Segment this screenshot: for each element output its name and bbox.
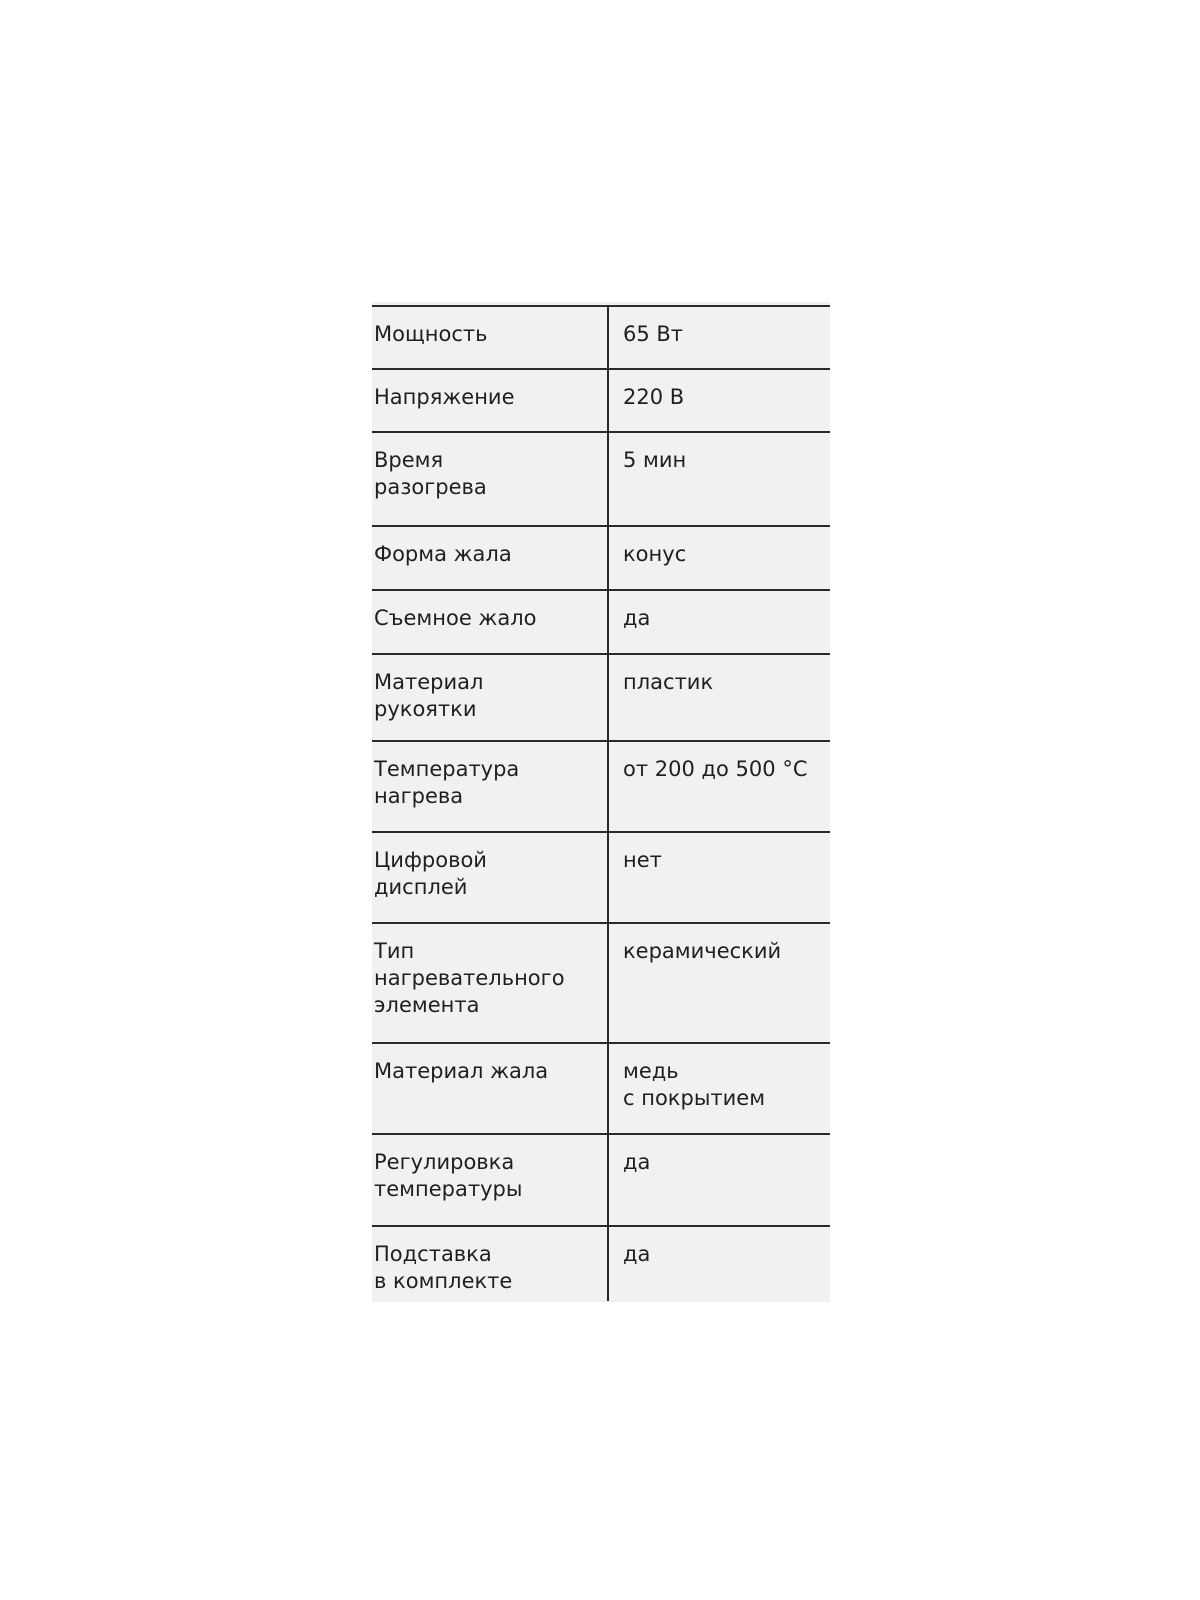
spec-label-text: Напряжение [374, 385, 515, 409]
spec-label-text: Съемное жало [374, 606, 537, 630]
spec-row-tip-material [372, 1043, 830, 1134]
spec-row-voltage [372, 369, 830, 432]
spec-label [372, 306, 608, 369]
spec-value-text: да [623, 1150, 651, 1174]
spec-value-text: от 200 до 500 °С [623, 757, 808, 781]
spec-value-text: конус [623, 542, 687, 566]
spec-value-text: керамический [623, 939, 782, 963]
spec-row-power [372, 306, 830, 369]
spec-value [608, 590, 830, 654]
spec-value-text: медь с покрытием [623, 1059, 766, 1110]
spec-value [608, 741, 830, 832]
spec-label-text: Цифровой дисплей [374, 848, 487, 899]
spec-row-heating-element [372, 923, 830, 1043]
spec-value [608, 526, 830, 590]
spec-table [372, 305, 830, 1301]
spec-value-text: пластик [623, 670, 714, 694]
spec-value [608, 654, 830, 741]
spec-label [372, 1043, 608, 1134]
spec-row-handle-material [372, 654, 830, 741]
spec-value [608, 306, 830, 369]
spec-value [608, 1226, 830, 1301]
spec-label-text: Мощность [374, 322, 488, 346]
spec-label [372, 1134, 608, 1226]
spec-label [372, 369, 608, 432]
spec-label [372, 432, 608, 526]
spec-value-text: 220 В [623, 385, 685, 409]
spec-value [608, 923, 830, 1043]
spec-row-removable-tip [372, 590, 830, 654]
spec-label-text: Тип нагревательного элемента [374, 939, 565, 1017]
spec-label [372, 654, 608, 741]
spec-label-text: Регулировка температуры [374, 1150, 523, 1201]
spec-value-text: нет [623, 848, 662, 872]
spec-row-temperature [372, 741, 830, 832]
spec-label-text: Форма жала [374, 542, 512, 566]
spec-row-temp-control [372, 1134, 830, 1226]
spec-row-heat-time [372, 432, 830, 526]
spec-row-display [372, 832, 830, 923]
spec-value-text: да [623, 1242, 651, 1266]
spec-label [372, 923, 608, 1043]
spec-value [608, 1043, 830, 1134]
spec-value [608, 432, 830, 526]
spec-label [372, 1226, 608, 1301]
spec-label-text: Материал жала [374, 1059, 549, 1083]
spec-label [372, 526, 608, 590]
spec-value [608, 832, 830, 923]
spec-label [372, 590, 608, 654]
spec-row-tip-shape [372, 526, 830, 590]
spec-label [372, 741, 608, 832]
spec-label-text: Материал рукоятки [374, 670, 484, 721]
spec-value-text: 65 Вт [623, 322, 684, 346]
spec-row-stand-included [372, 1226, 830, 1301]
spec-label-text: Время разогрева [374, 448, 487, 499]
spec-label-text: Подставка в комплекте [374, 1242, 513, 1293]
spec-label-text: Температура нагрева [374, 757, 520, 808]
spec-value-text: 5 мин [623, 448, 687, 472]
spec-value-text: да [623, 606, 651, 630]
spec-label [372, 832, 608, 923]
spec-value [608, 369, 830, 432]
spec-value [608, 1134, 830, 1226]
